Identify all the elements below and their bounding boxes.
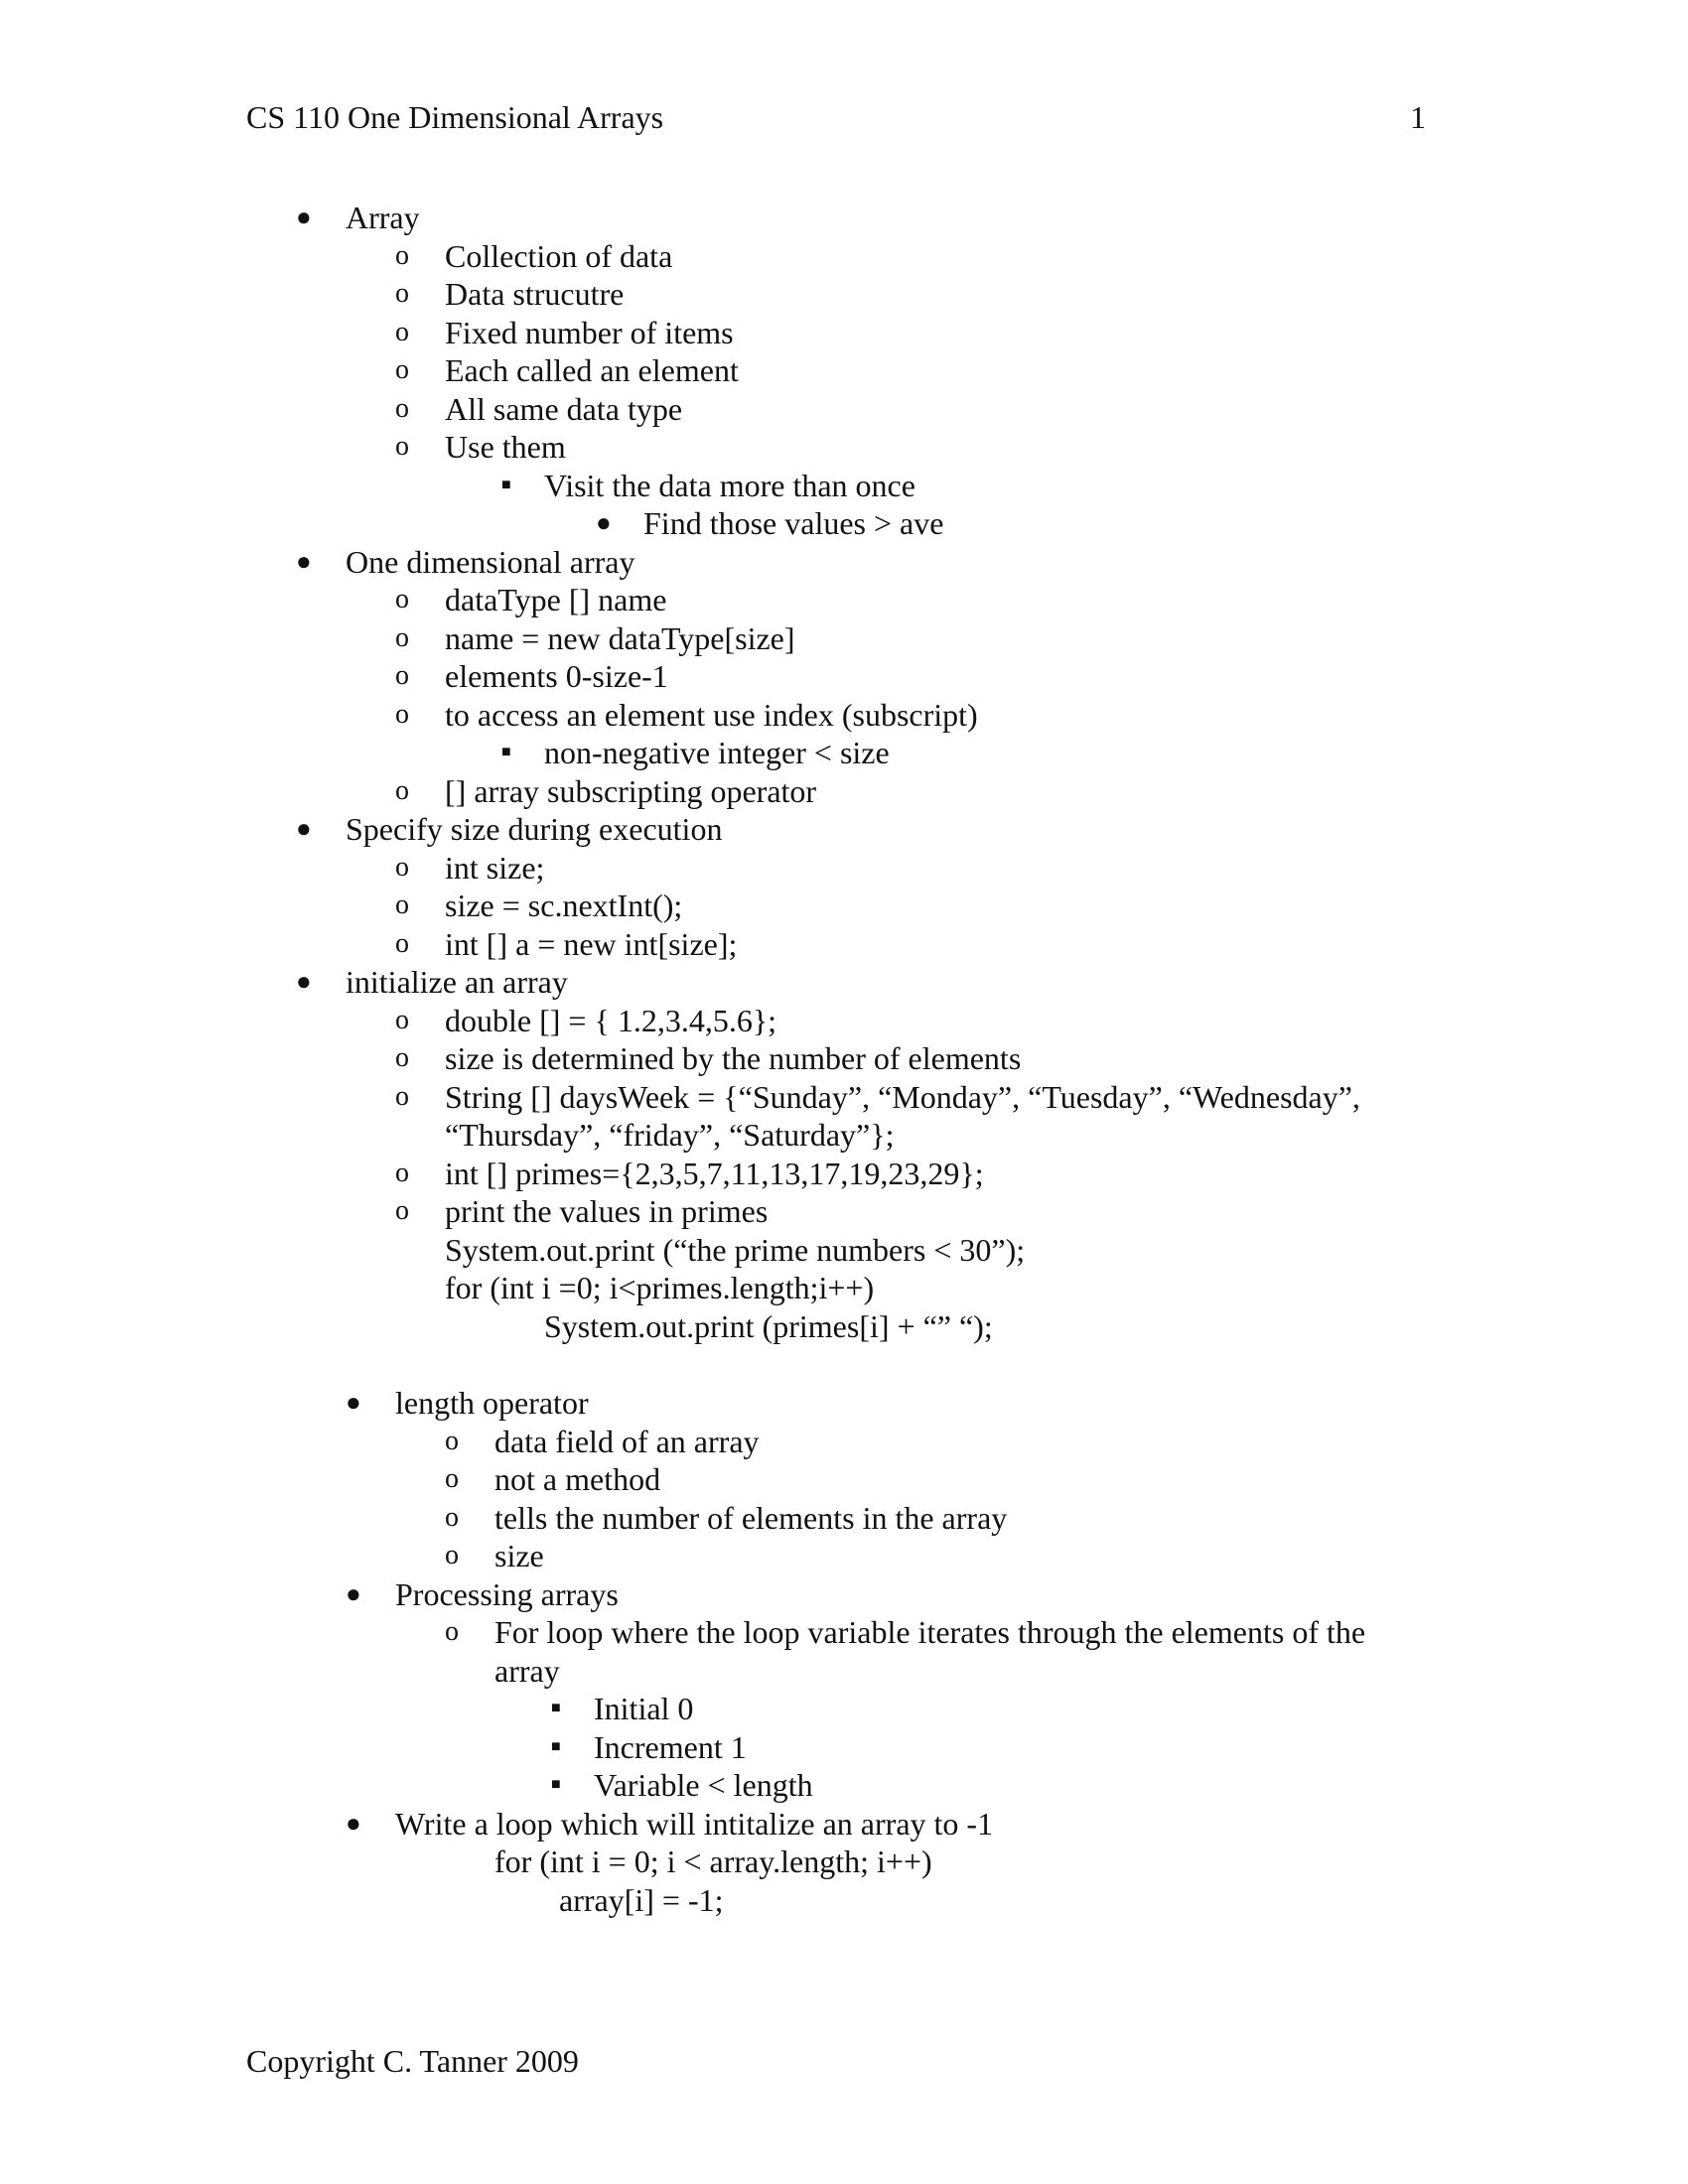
outline-item-level-2: For loop where the loop variable iterates through the elements of the <box>494 1614 1366 1650</box>
disc-bullet-icon: ● <box>346 1808 361 1838</box>
circle-bullet-icon: o <box>395 392 409 424</box>
circle-bullet-icon: o <box>395 278 409 309</box>
outline-item-level-2: tells the number of elements in the array <box>494 1499 1008 1536</box>
outline-item-level-1: Specify size during execution <box>346 811 723 847</box>
square-bullet-icon: ■ <box>551 1776 561 1793</box>
outline-item-level-2: Each called an element <box>445 352 739 388</box>
outline-item-level-3: Variable < length <box>594 1767 813 1803</box>
outline-item-level-2: size = sc.nextInt(); <box>445 887 683 923</box>
outline-item-level-1: Processing arrays <box>395 1575 619 1612</box>
disc-bullet-icon: ● <box>296 967 312 996</box>
outline-item-level-2: name = new dataType[size] <box>445 619 795 656</box>
circle-bullet-icon: o <box>395 927 409 959</box>
outline-item-level-1: length operator <box>395 1385 589 1421</box>
outline-item-level-2: All same data type <box>445 390 683 427</box>
outline-item-level-2: print the values in primes <box>445 1193 769 1229</box>
disc-bullet-icon: ● <box>296 814 312 843</box>
circle-bullet-icon: o <box>395 354 409 385</box>
disc-bullet-icon: ● <box>296 546 312 576</box>
circle-bullet-icon: o <box>395 621 409 653</box>
circle-bullet-icon: o <box>395 660 409 691</box>
square-bullet-icon: ■ <box>501 744 511 760</box>
outline-item-level-2: elements 0-size-1 <box>445 658 668 694</box>
disc-bullet-icon: ● <box>346 1388 361 1417</box>
square-bullet-icon: ■ <box>551 1737 561 1755</box>
circle-bullet-icon: o <box>395 774 409 806</box>
circle-bullet-icon: o <box>395 1004 409 1035</box>
circle-bullet-icon: o <box>445 1501 459 1533</box>
circle-bullet-icon: o <box>395 1157 409 1188</box>
outline-item-level-3: non-negative integer < size <box>544 735 890 770</box>
outline-item-level-2: array <box>494 1652 560 1689</box>
outline-item-level-1: initialize an array <box>346 964 568 1000</box>
outline-item-level-2: int [] primes={2,3,5,7,11,13,17,19,23,29}; <box>445 1155 984 1191</box>
circle-bullet-icon: o <box>395 1080 409 1112</box>
square-bullet-icon: ■ <box>551 1700 561 1716</box>
outline-item-level-2: dataType [] name <box>445 582 667 617</box>
circle-bullet-icon: o <box>445 1540 459 1570</box>
circle-bullet-icon: o <box>445 1616 459 1647</box>
page-number: 1 <box>1410 99 1426 135</box>
outline-item-level-2: array[i] = -1; <box>559 1881 724 1918</box>
outline-item-level-2: data field of an array <box>494 1423 760 1459</box>
circle-bullet-icon: o <box>395 851 409 883</box>
outline-item-level-2: for (int i =0; i<primes.length;i++) <box>445 1270 875 1305</box>
circle-bullet-icon: o <box>395 316 409 347</box>
outline-item-level-2: Use them <box>445 429 566 465</box>
disc-bullet-icon: ● <box>596 508 612 537</box>
outline-item-level-2: size <box>494 1538 544 1573</box>
circle-bullet-icon: o <box>395 239 409 271</box>
circle-bullet-icon: o <box>395 1042 409 1073</box>
outline-item-level-2: Collection of data <box>445 237 673 274</box>
outline-item-level-2: [] array subscripting operator <box>445 772 817 809</box>
circle-bullet-icon: o <box>395 431 409 462</box>
square-bullet-icon: ■ <box>501 476 511 493</box>
outline-item-level-2: System.out.print (“the prime numbers < 30”); <box>445 1231 1026 1268</box>
outline-item-level-2: size is determined by the number of elements <box>445 1040 1022 1076</box>
disc-bullet-icon: ● <box>346 1578 361 1608</box>
outline-item-level-3: Visit the data more than once <box>544 467 915 503</box>
outline-item-level-3: Initial 0 <box>594 1691 694 1726</box>
outline-item-level-1: Array <box>346 200 420 235</box>
outline-item-level-1: Write a loop which will intitalize an array to -1 <box>395 1805 994 1842</box>
page-footer: Copyright C. Tanner 2009 <box>246 2043 579 2079</box>
outline-item-level-2: “Thursday”, “friday”, “Saturday”}; <box>445 1117 895 1153</box>
outline-item-level-2: int [] a = new int[size]; <box>445 925 738 962</box>
outline-item-level-3: System.out.print (primes[i] + “” “); <box>544 1307 993 1344</box>
circle-bullet-icon: o <box>445 1425 459 1456</box>
page-header-title: CS 110 One Dimensional Arrays <box>246 99 664 135</box>
disc-bullet-icon: ● <box>296 203 312 231</box>
outline-item-level-2: for (int i = 0; i < array.length; i++) <box>494 1843 932 1879</box>
outline-item-level-2: not a method <box>494 1461 661 1497</box>
circle-bullet-icon: o <box>395 1195 409 1226</box>
outline-item-level-3: Increment 1 <box>594 1728 747 1765</box>
circle-bullet-icon: o <box>395 889 409 920</box>
circle-bullet-icon: o <box>445 1463 459 1494</box>
outline-item-level-2: double [] = { 1.2,3.4,5.6}; <box>445 1002 777 1038</box>
circle-bullet-icon: o <box>395 698 409 730</box>
circle-bullet-icon: o <box>395 584 409 614</box>
outline-item-level-2: int size; <box>445 849 545 886</box>
outline-item-level-1: One dimensional array <box>346 543 635 580</box>
outline-item-level-2: Data strucutre <box>445 276 625 312</box>
outline-item-level-4: Find those values > ave <box>643 505 944 541</box>
outline-item-level-2: to access an element use index (subscript) <box>445 696 978 733</box>
outline-item-level-2: Fixed number of items <box>445 314 734 350</box>
outline-item-level-2: String [] daysWeek = {“Sunday”, “Monday”, “Tuesday”, “Wednesday”, <box>445 1078 1360 1115</box>
